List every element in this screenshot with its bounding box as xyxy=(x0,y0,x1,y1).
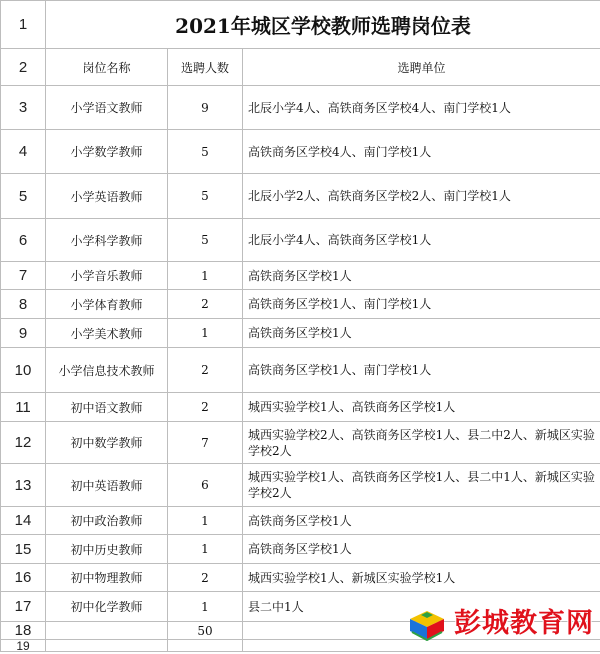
post-cell[interactable]: 初中数学教师 xyxy=(46,422,168,464)
post-cell[interactable]: 小学数学教师 xyxy=(46,130,168,174)
table-row xyxy=(1,130,600,174)
post-cell[interactable]: 小学体育教师 xyxy=(46,290,168,319)
units-cell[interactable]: 高铁商务区学校1人 xyxy=(243,262,600,290)
count-cell[interactable]: 9 xyxy=(168,86,243,130)
post-cell[interactable]: 初中英语教师 xyxy=(46,464,168,507)
table-title: 2021年城区学校教师选聘岗位表 xyxy=(46,1,600,49)
units-cell[interactable]: 高铁商务区学校1人、南门学校1人 xyxy=(243,290,600,319)
table-row xyxy=(1,393,600,422)
row-number[interactable]: 2 xyxy=(1,49,46,86)
watermark-text: 彭城教育网 xyxy=(454,608,594,639)
units-cell[interactable]: 高铁商务区学校4人、南门学校1人 xyxy=(243,130,600,174)
table-row xyxy=(1,535,600,564)
table-row xyxy=(1,262,600,290)
row-number[interactable]: 14 xyxy=(1,507,46,535)
count-cell[interactable]: 5 xyxy=(168,130,243,174)
table-row xyxy=(1,348,600,393)
units-cell[interactable]: 北辰小学4人、高铁商务区学校4人、南门学校1人 xyxy=(243,86,600,130)
row-number[interactable]: 1 xyxy=(1,1,46,49)
row-number[interactable]: 6 xyxy=(1,219,46,262)
header-post-name[interactable]: 岗位名称 xyxy=(46,49,168,86)
row-number[interactable]: 12 xyxy=(1,422,46,464)
table-row xyxy=(1,507,600,535)
count-cell[interactable]: 1 xyxy=(168,535,243,564)
watermark-logo xyxy=(408,605,596,643)
row-number[interactable]: 15 xyxy=(1,535,46,564)
table-row xyxy=(1,319,600,348)
count-cell[interactable]: 7 xyxy=(168,422,243,464)
count-cell[interactable]: 6 xyxy=(168,464,243,507)
empty-cell[interactable] xyxy=(46,640,168,652)
table-row xyxy=(1,422,600,464)
row-number[interactable]: 18 xyxy=(1,622,46,640)
units-cell[interactable]: 高铁商务区学校1人 xyxy=(243,535,600,564)
header-units[interactable]: 选聘单位 xyxy=(243,49,600,86)
row-number[interactable]: 9 xyxy=(1,319,46,348)
row-number[interactable]: 7 xyxy=(1,262,46,290)
post-cell[interactable]: 小学科学教师 xyxy=(46,219,168,262)
units-cell[interactable]: 县二中1人 xyxy=(243,592,600,622)
total-count-cell[interactable]: 50 xyxy=(168,622,243,640)
row-number[interactable]: 8 xyxy=(1,290,46,319)
row-number[interactable]: 5 xyxy=(1,174,46,219)
header-row xyxy=(1,49,600,86)
post-cell[interactable]: 小学英语教师 xyxy=(46,174,168,219)
count-cell[interactable]: 1 xyxy=(168,262,243,290)
count-cell[interactable]: 1 xyxy=(168,319,243,348)
post-cell[interactable]: 小学音乐教师 xyxy=(46,262,168,290)
table-row xyxy=(1,174,600,219)
title-row xyxy=(1,1,600,49)
row-number[interactable]: 19 xyxy=(1,640,46,652)
post-cell[interactable]: 初中语文教师 xyxy=(46,393,168,422)
post-cell[interactable]: 初中物理教师 xyxy=(46,564,168,592)
count-cell[interactable]: 5 xyxy=(168,219,243,262)
count-cell[interactable]: 2 xyxy=(168,393,243,422)
units-cell[interactable]: 城西实验学校1人、高铁商务区学校1人 xyxy=(243,393,600,422)
row-number[interactable]: 11 xyxy=(1,393,46,422)
book-icon xyxy=(408,607,446,641)
post-cell[interactable]: 小学信息技术教师 xyxy=(46,348,168,393)
units-cell[interactable]: 高铁商务区学校1人 xyxy=(243,319,600,348)
count-cell[interactable]: 1 xyxy=(168,592,243,622)
post-cell[interactable]: 初中化学教师 xyxy=(46,592,168,622)
units-cell[interactable]: 高铁商务区学校1人、南门学校1人 xyxy=(243,348,600,393)
post-cell[interactable]: 初中政治教师 xyxy=(46,507,168,535)
row-number[interactable]: 4 xyxy=(1,130,46,174)
count-cell[interactable]: 2 xyxy=(168,348,243,393)
table-row xyxy=(1,86,600,130)
table-row xyxy=(1,290,600,319)
table-row xyxy=(1,464,600,507)
count-cell[interactable]: 1 xyxy=(168,507,243,535)
row-number[interactable]: 13 xyxy=(1,464,46,507)
count-cell[interactable]: 5 xyxy=(168,174,243,219)
units-cell[interactable]: 城西实验学校1人、新城区实验学校1人 xyxy=(243,564,600,592)
empty-cell[interactable] xyxy=(168,640,243,652)
units-cell[interactable]: 北辰小学4人、高铁商务区学校1人 xyxy=(243,219,600,262)
units-cell[interactable]: 城西实验学校1人、高铁商务区学校1人、县二中1人、新城区实验学校2人 xyxy=(243,464,600,507)
post-cell[interactable]: 小学语文教师 xyxy=(46,86,168,130)
units-cell[interactable]: 北辰小学2人、高铁商务区学校2人、南门学校1人 xyxy=(243,174,600,219)
units-cell[interactable]: 高铁商务区学校1人 xyxy=(243,507,600,535)
table-row xyxy=(1,219,600,262)
row-number[interactable]: 16 xyxy=(1,564,46,592)
count-cell[interactable]: 2 xyxy=(168,290,243,319)
count-cell[interactable]: 2 xyxy=(168,564,243,592)
header-count[interactable]: 选聘人数 xyxy=(168,49,243,86)
units-cell[interactable]: 城西实验学校2人、高铁商务区学校1人、县二中2人、新城区实验学校2人 xyxy=(243,422,600,464)
post-cell[interactable]: 初中历史教师 xyxy=(46,535,168,564)
row-number[interactable]: 10 xyxy=(1,348,46,393)
table-row xyxy=(1,564,600,592)
row-number[interactable]: 3 xyxy=(1,86,46,130)
row-number[interactable]: 17 xyxy=(1,592,46,622)
empty-cell[interactable] xyxy=(46,622,168,640)
post-cell[interactable]: 小学美术教师 xyxy=(46,319,168,348)
